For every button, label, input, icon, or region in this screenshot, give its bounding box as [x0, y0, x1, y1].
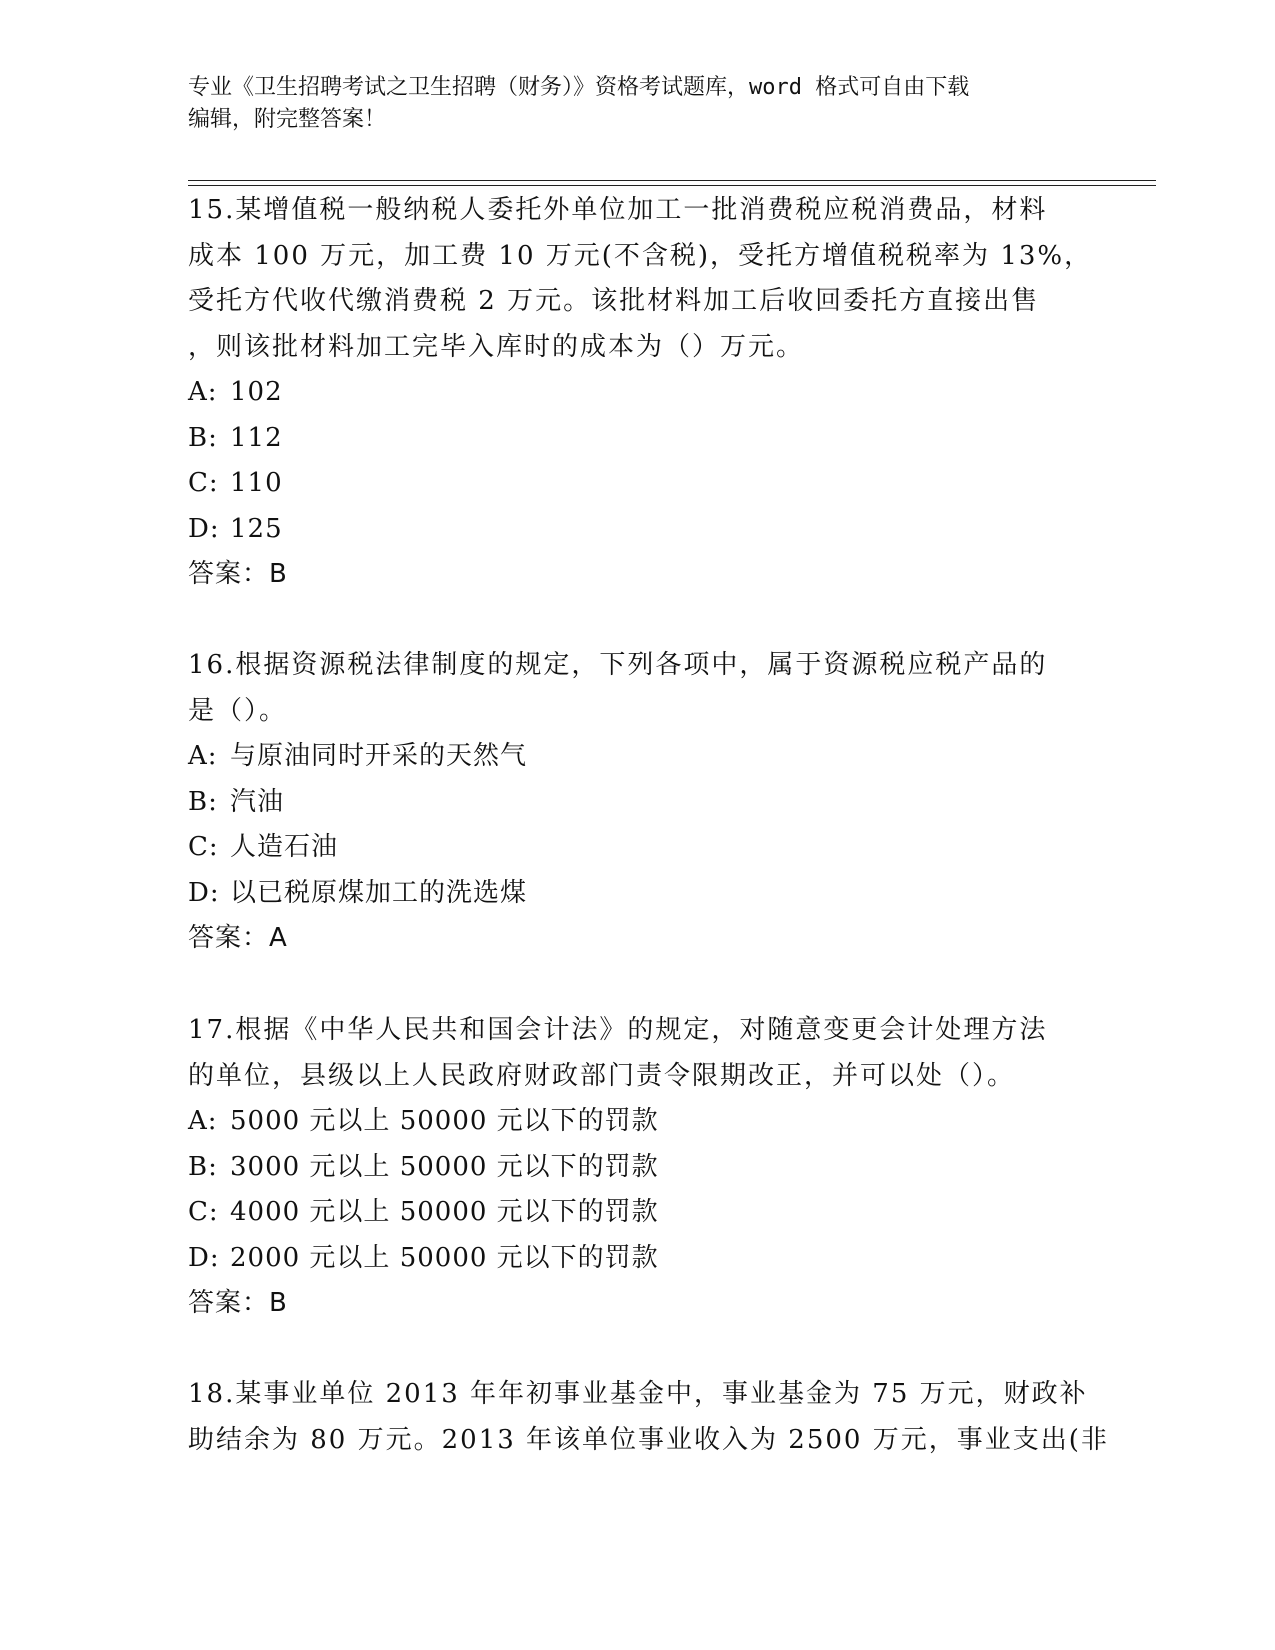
answer-line: 答案：A [188, 923, 288, 953]
question-16 [188, 643, 1088, 962]
answer-line: 答案：B [188, 559, 288, 589]
option-text: 2000 元以上 50000 元以下的罚款 [230, 1242, 659, 1273]
question-stem-line: 16.根据资源税法律制度的规定，下列各项中，属于资源税应税产品的 [188, 650, 1048, 680]
option-text: 110 [230, 468, 283, 498]
question-stem-line: 17.根据《中华人民共和国会计法》的规定，对随意变更会计处理方法 [188, 1015, 1048, 1045]
option-letter: B: [188, 786, 218, 817]
option-b [188, 416, 1088, 462]
option-d [188, 871, 1088, 917]
option-text: 5000 元以上 50000 元以下的罚款 [230, 1106, 659, 1136]
header-line-1: 专业《卫生招聘考试之卫生招聘（财务）》资格考试题库，word 格式可自由下载 [188, 75, 970, 100]
option-letter: C: [188, 832, 219, 862]
option-a [188, 1099, 1088, 1145]
option-c [188, 461, 1088, 507]
document-header [188, 72, 1068, 136]
option-text: 与原油同时开采的天然气 [230, 741, 528, 771]
option-c [188, 825, 1088, 871]
question-stem-line: ，则该批材料加工完毕入库时的成本为（）万元。 [188, 331, 805, 362]
option-letter: A: [188, 1106, 218, 1136]
option-letter: D: [188, 877, 220, 908]
question-stem-line: 是（）。 [188, 695, 288, 726]
option-letter: B: [188, 1151, 218, 1182]
option-text: 102 [230, 377, 283, 407]
option-b [188, 780, 1088, 826]
question-stem-line: 18.某事业单位 2013 年年初事业基金中，事业基金为 75 万元，财政补 [188, 1379, 1088, 1409]
option-text: 汽油 [230, 786, 285, 817]
option-text: 125 [230, 513, 283, 544]
question-15 [188, 188, 1093, 598]
question-stem-line: 15.某增值税一般纳税人委托外单位加工一批消费税应税消费品，材料 [188, 195, 1048, 225]
option-letter: C: [188, 1197, 219, 1227]
question-stem-line: 受托方代收代缴消费税 2 万元。该批材料加工后收回委托方直接出售 [188, 286, 1040, 316]
option-text: 112 [230, 422, 283, 453]
option-c [188, 1190, 1088, 1236]
header-divider-top [188, 180, 1156, 181]
option-letter: D: [188, 513, 220, 544]
answer-line: 答案：B [188, 1288, 288, 1318]
question-18 [188, 1372, 1109, 1463]
option-a [188, 370, 1088, 416]
option-d [188, 507, 1088, 553]
option-letter: D: [188, 1242, 220, 1273]
option-letter: B: [188, 422, 218, 453]
question-stem-line: 的单位，县级以上人民政府财政部门责令限期改正，并可以处（）。 [188, 1060, 1016, 1091]
header-line-2: 编辑，附完整答案！ [188, 107, 387, 132]
option-letter: A: [188, 741, 218, 771]
question-stem-line: 助结余为 80 万元。2013 年该单位事业收入为 2500 万元，事业支出(非 [188, 1424, 1109, 1455]
option-letter: A: [188, 377, 218, 407]
header-divider-bottom [188, 185, 1156, 186]
option-d [188, 1236, 1088, 1282]
option-b [188, 1145, 1088, 1191]
question-stem-line: 成本 100 万元，加工费 10 万元(不含税)，受托方增值税税率为 13%， [188, 240, 1093, 271]
option-text: 以已税原煤加工的洗选煤 [230, 877, 528, 908]
option-text: 4000 元以上 50000 元以下的罚款 [230, 1197, 659, 1227]
option-letter: C: [188, 468, 219, 498]
option-text: 3000 元以上 50000 元以下的罚款 [230, 1151, 659, 1182]
option-a [188, 734, 1088, 780]
option-text: 人造石油 [230, 832, 339, 862]
question-17 [188, 1008, 1088, 1327]
